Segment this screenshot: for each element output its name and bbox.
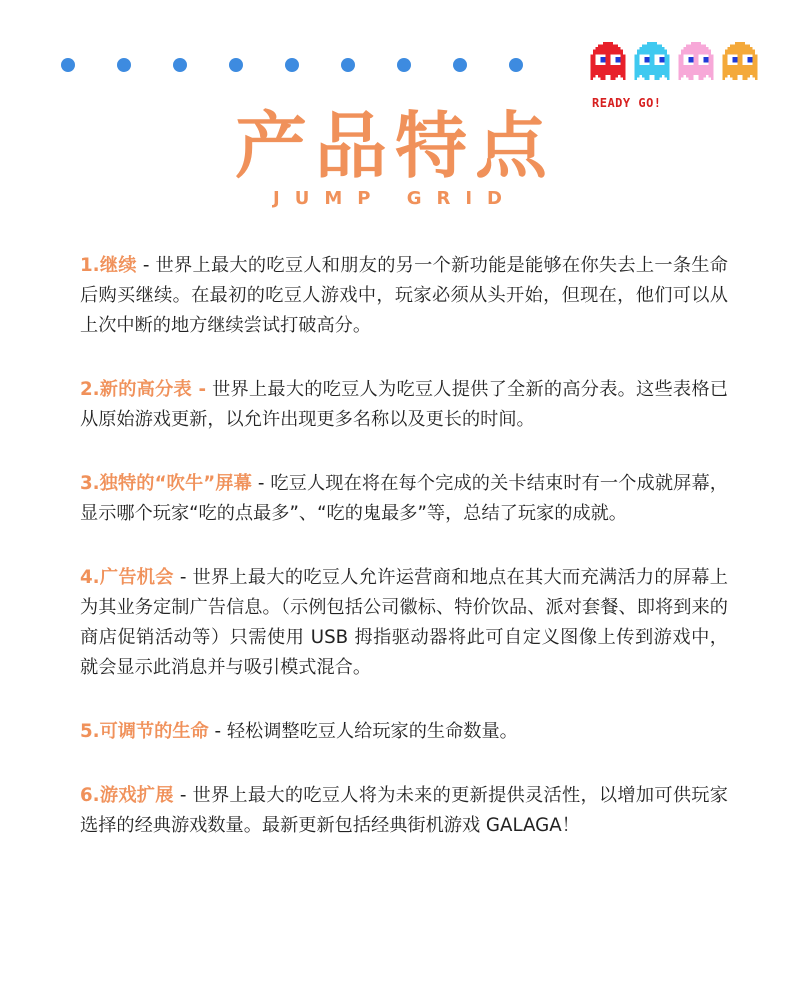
feature-item <box>80 781 728 841</box>
pink-ghost-icon <box>678 42 714 80</box>
dot <box>453 58 467 72</box>
feature-text: 世界上最大的吃豆人将为未来的更新提供灵活性，以增加可供玩家选择的经典游戏数量。最新更新包括经典街机游戏 GALAGA！ <box>80 785 728 836</box>
feature-item <box>80 375 728 435</box>
feature-heading: 4.广告机会 <box>80 567 174 588</box>
feature-heading: 2.新的高分表 - <box>80 379 207 400</box>
orange-ghost-icon <box>722 42 758 80</box>
feature-heading: 3.独特的“吹牛”屏幕 <box>80 473 252 494</box>
page-title: 产品特点 <box>234 104 555 188</box>
decorative-dots-row <box>61 58 523 72</box>
red-ghost-icon <box>590 42 626 80</box>
feature-text: 轻松调整吃豆人给玩家的生命数量。 <box>226 721 518 742</box>
ghost-logo <box>590 42 760 110</box>
dot <box>173 58 187 72</box>
feature-separator: - <box>252 473 271 494</box>
ready-go-label: READY GO! <box>592 96 662 110</box>
feature-list <box>80 251 728 875</box>
feature-item <box>80 563 728 683</box>
dot <box>397 58 411 72</box>
dot <box>229 58 243 72</box>
feature-separator: - <box>208 721 227 742</box>
feature-text: 世界上最大的吃豆人和朋友的另一个新功能是能够在你失去上一条生命后购买继续。在最初的吃豆人游戏中，玩家必须从头开始，但现在，他们可以从上次中断的地方继续尝试打破高分。 <box>80 255 728 336</box>
dot <box>61 58 75 72</box>
dot <box>117 58 131 72</box>
feature-text: 吃豆人现在将在每个完成的关卡结束时有一个成就屏幕，显示哪个玩家“吃的点最多”、“吃的鬼最多”等，总结了玩家的成就。 <box>80 473 728 524</box>
dot <box>285 58 299 72</box>
page-subtitle: JUMP GRID <box>273 188 517 209</box>
dot <box>509 58 523 72</box>
feature-text: 世界上最大的吃豆人允许运营商和地点在其大而充满活力的屏幕上为其业务定制广告信息。（示例包括公司徽标、特价饮品、派对套餐、即将到来的商店促销活动等）只需使用 USB 拇指驱动器将此可自定义图像上传到游戏中，就会显示此消息并与吸引模式混合。 <box>80 567 728 678</box>
feature-item <box>80 469 728 529</box>
feature-separator: - <box>136 255 156 276</box>
feature-separator: - <box>173 785 193 806</box>
feature-heading: 1.继续 <box>80 255 137 276</box>
feature-item <box>80 251 728 341</box>
feature-heading: 6.游戏扩展 <box>80 785 174 806</box>
feature-separator: - <box>173 567 193 588</box>
feature-item <box>80 717 728 747</box>
dot <box>341 58 355 72</box>
feature-heading: 5.可调节的生命 <box>80 721 209 742</box>
cyan-ghost-icon <box>634 42 670 80</box>
feature-text: 世界上最大的吃豆人为吃豆人提供了全新的高分表。这些表格已从原始游戏更新，以允许出现更多名称以及更长的时间。 <box>80 379 728 430</box>
ghost-row <box>590 42 760 80</box>
